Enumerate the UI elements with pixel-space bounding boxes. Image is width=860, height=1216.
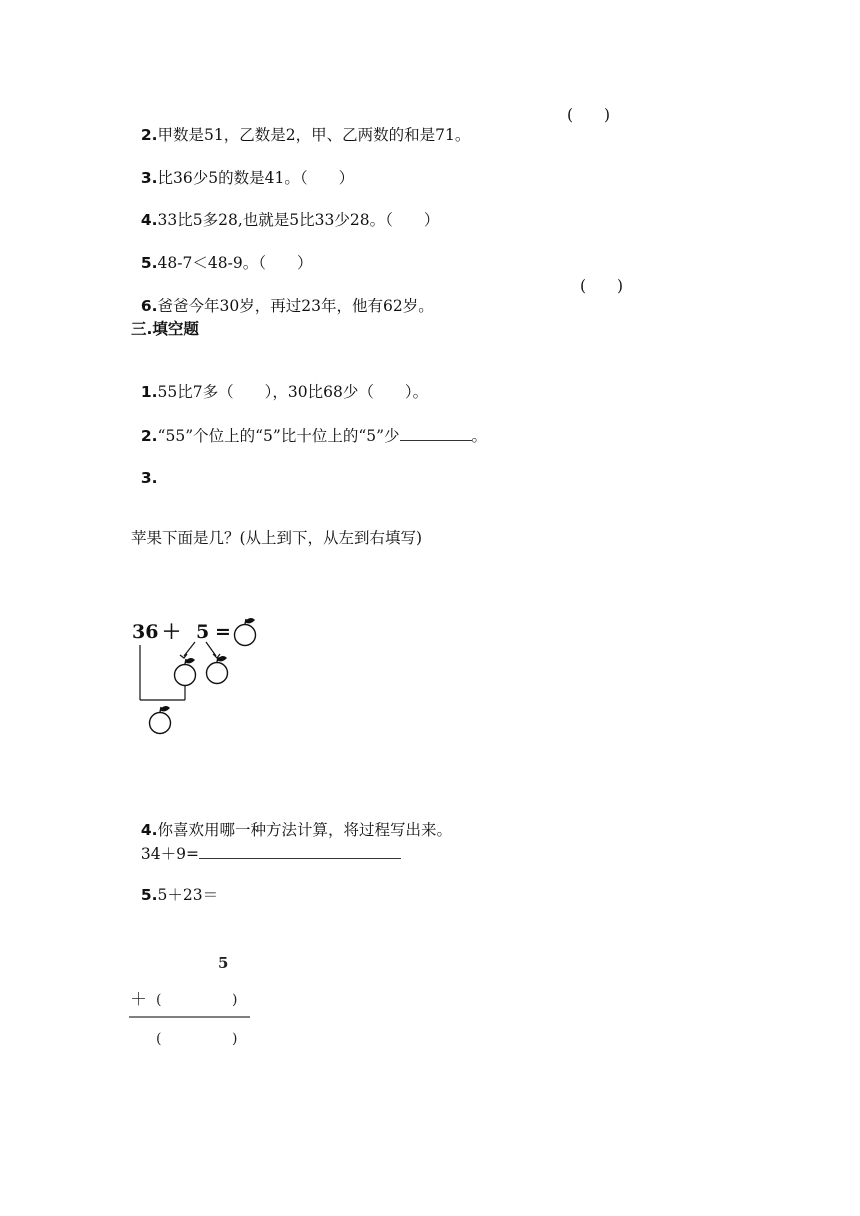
- item-number: 1.: [140, 383, 158, 401]
- item-text: 甲数是51，乙数是2，甲、乙两数的和是71。: [157, 126, 471, 144]
- item-text: 你喜欢用哪一种方法计算，将过程写出来。: [157, 821, 453, 839]
- judge-item-3: [131, 148, 354, 188]
- fill-item-2: [131, 405, 487, 446]
- judge-item-6: [131, 276, 434, 316]
- item-number: 5.: [140, 886, 158, 904]
- figure-number-5: 5: [196, 621, 210, 643]
- item-text: 比36少5的数是41。（ ）: [157, 169, 355, 187]
- calc-rparen: ): [232, 992, 238, 1008]
- item-text: “55”个位上的“5”比十位上的“5”少: [157, 427, 400, 445]
- apple-icon: [235, 619, 256, 646]
- calc-result-rparen: ): [232, 1031, 238, 1047]
- item-text: 5＋23＝: [157, 886, 219, 904]
- calc-plus: ＋: [130, 990, 147, 1010]
- judge-item-4: [131, 190, 439, 230]
- item-number: 5.: [140, 254, 158, 272]
- item-number: 6.: [140, 297, 158, 315]
- answer-blank: [199, 843, 401, 859]
- fill-item-4-expression: [131, 823, 401, 864]
- apple-icon: [175, 659, 196, 686]
- answer-blank: [400, 425, 472, 441]
- apple-figure: [128, 612, 278, 742]
- section-heading: 三.填空题: [131, 320, 199, 338]
- item-text: 48-7＜48-9。（ ）: [157, 254, 313, 272]
- fill-item-3: [131, 448, 158, 488]
- calc-result-lparen: (: [156, 1031, 162, 1047]
- judge-item-5: [131, 233, 312, 273]
- apple-icon: [207, 657, 228, 684]
- calc-top-digit: 5: [218, 954, 229, 972]
- item-text-end: 。: [471, 427, 488, 445]
- calc-lparen: (: [156, 992, 162, 1008]
- judge-item-2: [131, 105, 470, 145]
- expression-text: 34＋9=: [140, 845, 199, 863]
- fill-item-1: [131, 362, 428, 402]
- answer-parentheses: ( ): [567, 106, 611, 124]
- answer-parentheses: ( ): [580, 277, 624, 295]
- figure-equals: =: [215, 621, 231, 643]
- fill-item-3-prompt: 苹果下面是几？(从上到下，从左到右填写): [131, 529, 423, 547]
- item-number: 4.: [140, 211, 158, 229]
- vertical-calculation: [128, 945, 258, 1055]
- item-number: 3.: [140, 469, 158, 487]
- item-text: 爸爸今年30岁，再过23年，他有62岁。: [157, 297, 434, 315]
- item-text: 33比5多28,也就是5比33少28。（ ）: [157, 211, 440, 229]
- figure-plus: ＋: [162, 621, 182, 643]
- fill-item-5: [131, 865, 218, 905]
- item-number: 2.: [140, 427, 158, 445]
- item-text: 55比7多（ ），30比68少（ ）。: [157, 383, 429, 401]
- item-number: 4.: [140, 821, 158, 839]
- apple-icon: [150, 707, 171, 734]
- item-number: 2.: [140, 126, 158, 144]
- item-number: 3.: [140, 169, 158, 187]
- figure-number-36: 36: [132, 621, 159, 643]
